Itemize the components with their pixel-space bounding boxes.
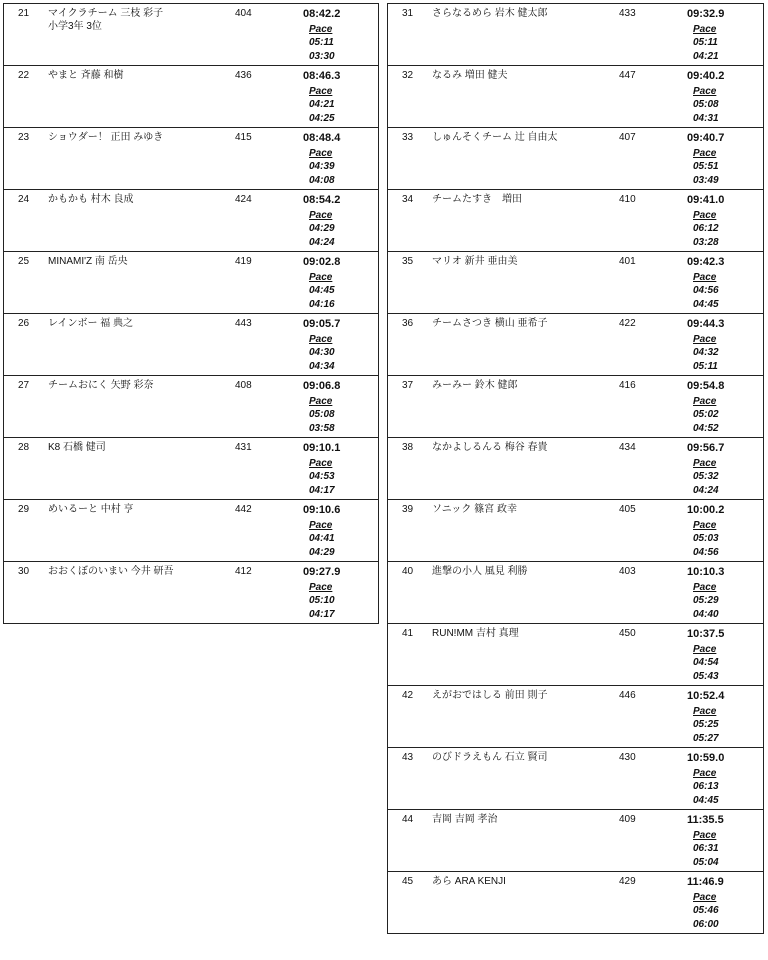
pace-split-1: 04:53 <box>309 471 335 482</box>
rank-cell: 37 <box>402 380 414 391</box>
runner-name: ショウダー！ 正田 みゆき <box>48 132 164 143</box>
bib-number: 442 <box>235 504 252 515</box>
rank-cell: 40 <box>402 566 414 577</box>
result-row <box>388 314 763 376</box>
pace-label: Pace <box>693 768 717 779</box>
bib-number: 446 <box>619 690 636 701</box>
rank-cell: 42 <box>402 690 414 701</box>
bib-number: 431 <box>235 442 252 453</box>
runner-note: 小学3年 3位 <box>48 21 102 32</box>
runner-name: のびドラえもん 石立 賢司 <box>432 752 548 763</box>
pace-split-1: 05:51 <box>693 161 719 172</box>
pace-split-1: 06:12 <box>693 223 719 234</box>
result-row <box>388 376 763 438</box>
pace-split-1: 04:30 <box>309 347 335 358</box>
result-row <box>4 376 378 438</box>
pace-split-1: 04:29 <box>309 223 335 234</box>
result-row <box>388 810 763 872</box>
rank-cell: 27 <box>18 380 30 391</box>
runner-name: みーみー 鈴木 健郎 <box>432 380 518 391</box>
pace-label: Pace <box>693 582 717 593</box>
pace-split-2: 04:34 <box>309 361 335 372</box>
result-row <box>388 500 763 562</box>
bib-number: 404 <box>235 8 252 19</box>
pace-split-2: 04:16 <box>309 299 335 310</box>
pace-label: Pace <box>309 24 333 35</box>
pace-split-1: 04:21 <box>309 99 335 110</box>
runner-name: チームたすき 増田 <box>432 194 522 205</box>
pace-split-2: 04:45 <box>693 795 719 806</box>
result-row <box>4 190 378 252</box>
finish-time: 08:54.2 <box>303 194 341 206</box>
bib-number: 401 <box>619 256 636 267</box>
pace-split-1: 05:32 <box>693 471 719 482</box>
finish-time: 09:40.7 <box>687 132 725 144</box>
pace-label: Pace <box>309 582 333 593</box>
pace-split-2: 03:49 <box>693 175 719 186</box>
finish-time: 09:02.8 <box>303 256 341 268</box>
finish-time: 08:42.2 <box>303 8 341 20</box>
finish-time: 10:10.3 <box>687 566 725 578</box>
pace-split-1: 04:56 <box>693 285 719 296</box>
pace-label: Pace <box>309 396 333 407</box>
rank-cell: 23 <box>18 132 30 143</box>
pace-label: Pace <box>693 644 717 655</box>
bib-number: 415 <box>235 132 252 143</box>
result-row <box>388 686 763 748</box>
bib-number: 410 <box>619 194 636 205</box>
results-column-right-continued <box>387 623 764 934</box>
pace-split-2: 05:43 <box>693 671 719 682</box>
pace-split-2: 04:40 <box>693 609 719 620</box>
rank-cell: 36 <box>402 318 414 329</box>
bib-number: 416 <box>619 380 636 391</box>
result-row <box>4 314 378 376</box>
rank-cell: 26 <box>18 318 30 329</box>
bib-number: 436 <box>235 70 252 81</box>
runner-name: やまと 斉藤 和樹 <box>48 70 124 81</box>
runner-name: チームおにく 矢野 彩奈 <box>48 380 154 391</box>
runner-name: あら ARA KENJI <box>432 876 506 887</box>
bib-number: 429 <box>619 876 636 887</box>
result-row <box>388 190 763 252</box>
finish-time: 10:52.4 <box>687 690 725 702</box>
pace-split-2: 03:30 <box>309 51 335 62</box>
result-row <box>388 624 763 686</box>
bib-number: 409 <box>619 814 636 825</box>
rank-cell: 32 <box>402 70 414 81</box>
result-row <box>388 252 763 314</box>
runner-name: おおくぼのいまい 今井 研吾 <box>48 566 174 577</box>
rank-cell: 38 <box>402 442 414 453</box>
result-row <box>4 128 378 190</box>
finish-time: 09:10.6 <box>303 504 341 516</box>
pace-split-1: 05:02 <box>693 409 719 420</box>
pace-split-2: 04:17 <box>309 485 335 496</box>
result-row <box>388 438 763 500</box>
pace-split-1: 05:11 <box>693 37 718 48</box>
bib-number: 433 <box>619 8 636 19</box>
bib-number: 407 <box>619 132 636 143</box>
pace-split-2: 05:11 <box>693 361 718 372</box>
finish-time: 11:46.9 <box>687 876 724 888</box>
rank-cell: 28 <box>18 442 30 453</box>
runner-name: ソニック 篠宮 政幸 <box>432 504 517 515</box>
finish-time: 11:35.5 <box>687 814 724 826</box>
pace-label: Pace <box>693 210 717 221</box>
pace-label: Pace <box>309 210 333 221</box>
pace-label: Pace <box>693 24 717 35</box>
pace-split-2: 03:58 <box>309 423 335 434</box>
result-row <box>388 4 763 66</box>
finish-time: 08:48.4 <box>303 132 341 144</box>
result-row <box>4 4 378 66</box>
pace-split-1: 05:46 <box>693 905 719 916</box>
runner-name: RUN!MM 吉村 真理 <box>432 628 519 639</box>
runner-name: なるみ 増田 健夫 <box>432 70 508 81</box>
pace-split-1: 06:13 <box>693 781 719 792</box>
runner-name: 吉岡 吉岡 孝治 <box>432 814 498 825</box>
finish-time: 10:59.0 <box>687 752 725 764</box>
finish-time: 09:06.8 <box>303 380 341 392</box>
bib-number: 443 <box>235 318 252 329</box>
pace-split-2: 04:31 <box>693 113 719 124</box>
pace-split-2: 04:29 <box>309 547 335 558</box>
rank-cell: 41 <box>402 628 414 639</box>
bib-number: 408 <box>235 380 252 391</box>
pace-label: Pace <box>693 892 717 903</box>
runner-name: えがおではしる 前田 則子 <box>432 690 548 701</box>
result-row <box>388 562 763 624</box>
pace-label: Pace <box>309 86 333 97</box>
pace-split-2: 06:00 <box>693 919 719 930</box>
pace-split-1: 05:03 <box>693 533 719 544</box>
pace-split-1: 05:10 <box>309 595 335 606</box>
pace-split-2: 04:17 <box>309 609 335 620</box>
finish-time: 09:32.9 <box>687 8 725 20</box>
pace-label: Pace <box>693 520 717 531</box>
rank-cell: 22 <box>18 70 30 81</box>
pace-split-1: 05:11 <box>309 37 334 48</box>
pace-split-2: 04:25 <box>309 113 335 124</box>
rank-cell: 31 <box>402 8 414 19</box>
finish-time: 09:40.2 <box>687 70 725 82</box>
result-row <box>388 872 763 934</box>
rank-cell: 21 <box>18 8 30 19</box>
pace-label: Pace <box>693 272 717 283</box>
pace-split-1: 05:25 <box>693 719 719 730</box>
pace-split-1: 04:54 <box>693 657 719 668</box>
pace-split-2: 04:21 <box>693 51 719 62</box>
rank-cell: 25 <box>18 256 30 267</box>
runner-name: なかよしるんる 梅谷 春貴 <box>432 442 548 453</box>
finish-time: 09:10.1 <box>303 442 341 454</box>
pace-split-2: 05:27 <box>693 733 719 744</box>
results-column-left <box>3 3 379 624</box>
runner-name: マイクラチーム 三枝 彩子 <box>48 8 164 19</box>
finish-time: 09:44.3 <box>687 318 725 330</box>
rank-cell: 35 <box>402 256 414 267</box>
rank-cell: 39 <box>402 504 414 515</box>
bib-number: 447 <box>619 70 636 81</box>
pace-split-2: 04:24 <box>309 237 335 248</box>
result-row <box>388 748 763 810</box>
pace-label: Pace <box>309 148 333 159</box>
result-row <box>4 562 378 624</box>
pace-split-2: 03:28 <box>693 237 719 248</box>
runner-name: MINAMI'Z 南 岳央 <box>48 256 128 267</box>
pace-split-2: 04:52 <box>693 423 719 434</box>
pace-label: Pace <box>693 334 717 345</box>
bib-number: 450 <box>619 628 636 639</box>
bib-number: 424 <box>235 194 252 205</box>
bib-number: 434 <box>619 442 636 453</box>
pace-label: Pace <box>309 458 333 469</box>
pace-split-1: 04:41 <box>309 533 335 544</box>
bib-number: 430 <box>619 752 636 763</box>
pace-split-1: 06:31 <box>693 843 719 854</box>
rank-cell: 30 <box>18 566 30 577</box>
pace-split-1: 05:08 <box>309 409 335 420</box>
runner-name: K8 石橋 健司 <box>48 442 106 453</box>
finish-time: 09:42.3 <box>687 256 725 268</box>
pace-label: Pace <box>309 520 333 531</box>
pace-split-2: 05:04 <box>693 857 719 868</box>
result-row <box>4 66 378 128</box>
result-row <box>388 66 763 128</box>
rank-cell: 33 <box>402 132 414 143</box>
pace-label: Pace <box>693 86 717 97</box>
finish-time: 09:56.7 <box>687 442 725 454</box>
finish-time: 09:05.7 <box>303 318 341 330</box>
finish-time: 08:46.3 <box>303 70 341 82</box>
finish-time: 10:37.5 <box>687 628 725 640</box>
result-row <box>4 252 378 314</box>
pace-label: Pace <box>309 272 333 283</box>
runner-name: しゅんそくチーム 辻 自由太 <box>432 132 558 143</box>
pace-label: Pace <box>693 706 717 717</box>
pace-split-2: 04:08 <box>309 175 335 186</box>
rank-cell: 44 <box>402 814 414 825</box>
runner-name: レインボー 福 典之 <box>48 318 134 329</box>
result-row <box>388 128 763 190</box>
pace-split-1: 04:39 <box>309 161 335 172</box>
pace-label: Pace <box>693 458 717 469</box>
runner-name: さらなるめら 岩木 健太郎 <box>432 8 548 19</box>
result-row <box>4 438 378 500</box>
pace-label: Pace <box>693 396 717 407</box>
pace-split-2: 04:56 <box>693 547 719 558</box>
pace-label: Pace <box>309 334 333 345</box>
finish-time: 09:41.0 <box>687 194 725 206</box>
rank-cell: 43 <box>402 752 414 763</box>
pace-label: Pace <box>693 830 717 841</box>
bib-number: 419 <box>235 256 252 267</box>
finish-time: 10:00.2 <box>687 504 725 516</box>
finish-time: 09:54.8 <box>687 380 725 392</box>
rank-cell: 24 <box>18 194 30 205</box>
bib-number: 412 <box>235 566 252 577</box>
pace-label: Pace <box>693 148 717 159</box>
pace-split-1: 05:08 <box>693 99 719 110</box>
runner-name: 進撃の小人 風見 利勝 <box>432 566 528 577</box>
pace-split-1: 04:45 <box>309 285 335 296</box>
pace-split-1: 05:29 <box>693 595 719 606</box>
rank-cell: 45 <box>402 876 414 887</box>
finish-time: 09:27.9 <box>303 566 341 578</box>
runner-name: チームさつき 横山 亜希子 <box>432 318 548 329</box>
results-column-right <box>387 3 764 624</box>
result-row <box>4 500 378 562</box>
bib-number: 403 <box>619 566 636 577</box>
runner-name: かもかも 村木 良成 <box>48 194 134 205</box>
pace-split-2: 04:45 <box>693 299 719 310</box>
rank-cell: 29 <box>18 504 30 515</box>
bib-number: 405 <box>619 504 636 515</box>
runner-name: めいるーと 中村 亨 <box>48 504 134 515</box>
rank-cell: 34 <box>402 194 414 205</box>
runner-name: マリオ 新井 亜由美 <box>432 256 518 267</box>
pace-split-1: 04:32 <box>693 347 719 358</box>
pace-split-2: 04:24 <box>693 485 719 496</box>
bib-number: 422 <box>619 318 636 329</box>
